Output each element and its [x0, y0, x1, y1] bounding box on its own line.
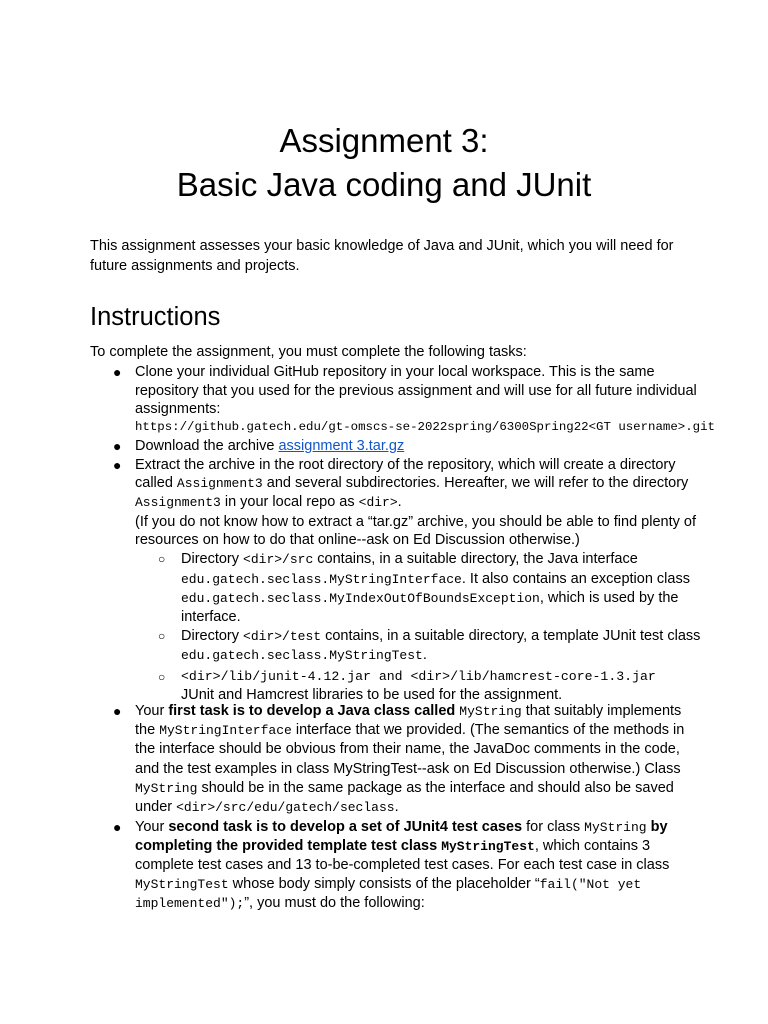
- b2-text: Download the archive: [135, 438, 279, 454]
- s1-text: . It also contains an exception class: [461, 571, 690, 587]
- b3-code: <dir>: [358, 495, 398, 510]
- b3-text: called: [135, 475, 177, 491]
- b4-bold-text: first task is to develop a Java class called: [168, 703, 460, 719]
- s2-line-1: [181, 626, 700, 647]
- section-heading-instructions: Instructions: [90, 303, 221, 331]
- intro-line-2: future assignments and projects.: [90, 258, 300, 274]
- s2-text: .: [422, 647, 427, 663]
- b4-line-6: [135, 797, 399, 818]
- title-line-1: Assignment 3:: [279, 122, 489, 159]
- b1-line-1: Clone your individual GitHub repository in your local workspace. This is the same: [135, 364, 655, 380]
- b4-code: MyString: [459, 704, 522, 719]
- b5-line-5: [135, 893, 425, 914]
- s3-line-1: <dir>/lib/junit-4.12.jar and <dir>/lib/hamcrest-core-1.3.jar: [181, 669, 656, 684]
- b3-line-2: [135, 473, 688, 494]
- b4-text: under: [135, 799, 177, 815]
- repo-url: https://github.gatech.edu/gt-omscs-se-2022spring/6300Spring22<GT username>.git: [135, 420, 715, 434]
- title-line-2: Basic Java coding and JUnit: [176, 166, 592, 203]
- b3-text: in your local repo as: [220, 494, 359, 510]
- b5-text: whose body simply consists of the placeholder “: [228, 876, 540, 892]
- b5-text: for class: [522, 819, 585, 835]
- bullet-marker: ●: [113, 703, 122, 719]
- b5-bold-text: completing the provided template test class: [135, 838, 442, 854]
- b4-code: <dir>/src/edu/gatech/seclass: [176, 800, 395, 815]
- b4-code: MyStringInterface: [159, 723, 292, 738]
- b4-text: interface that we provided. (The semantics of the methods in: [291, 722, 685, 738]
- b4-text: .: [394, 799, 399, 815]
- b3-code: Assignment3: [176, 476, 263, 491]
- b5-code: fail("Not yet: [539, 877, 642, 892]
- b4-text: that suitably implements: [521, 703, 682, 719]
- b3-text: .: [397, 494, 402, 510]
- bullet-marker: ●: [113, 438, 122, 454]
- subbullet-marker: ○: [158, 552, 166, 566]
- s1-line-2: [181, 569, 690, 590]
- b3-line-4: (If you do not know how to extract a “tar.gz” archive, you should be able to find plenty of: [135, 514, 696, 530]
- b5-bold-text: by: [646, 819, 668, 835]
- s1-code: edu.gatech.seclass.MyIndexOutOfBoundsException: [181, 591, 540, 606]
- s2-code: <dir>/test: [243, 629, 322, 644]
- s1-code: <dir>/src: [243, 552, 314, 567]
- s1-text: contains, in a suitable directory, the Java interface: [313, 551, 638, 567]
- subbullet-marker: ○: [158, 670, 166, 684]
- bullet-marker: ●: [113, 364, 122, 380]
- b5-bold-text: second task is to develop a set of JUnit4 test cases: [168, 819, 523, 835]
- b4-line-2: [135, 720, 684, 741]
- b5-line-4: [135, 874, 641, 895]
- lead-text: To complete the assignment, you must complete the following tasks:: [90, 344, 527, 360]
- s2-text: Directory: [181, 628, 244, 644]
- bullet-marker: ●: [113, 457, 122, 473]
- b1-line-2: repository that you used for the previous assignment and will use for all future individual: [135, 383, 697, 399]
- b3-code: Assignment3: [135, 495, 221, 510]
- b5-text: ”, you must do the following:: [244, 895, 425, 911]
- b5-text: , which contains 3: [534, 838, 651, 854]
- b4-line-4: and the test examples in class MyStringTest--ask on Ed Discussion otherwise.) Class: [135, 761, 681, 777]
- b4-line-1: [135, 701, 681, 722]
- b4-line-5: [135, 778, 674, 799]
- s3-line-2: JUnit and Hamcrest libraries to be used for the assignment.: [181, 687, 563, 703]
- s1-text: Directory: [181, 551, 244, 567]
- b3-line-3: [135, 492, 402, 513]
- subbullet-marker: ○: [158, 629, 166, 643]
- b4-line-3: the interface should be obvious from their name, the JavaDoc comments in the code,: [135, 741, 680, 757]
- b4-code: MyString: [135, 781, 198, 796]
- b2-line: [135, 436, 404, 456]
- b5-text: Your: [135, 819, 169, 835]
- s1-line-3: [181, 588, 679, 609]
- b3-text: and several subdirectories. Hereafter, we will refer to the directory: [262, 475, 689, 491]
- b5-code: implemented");: [135, 896, 245, 911]
- b4-text: Your: [135, 703, 169, 719]
- s1-line-1: [181, 549, 638, 570]
- b5-code: MyStringTest: [441, 839, 535, 854]
- b5-code: MyStringTest: [135, 877, 229, 892]
- b5-line-2: [135, 836, 650, 857]
- s1-line-4: interface.: [181, 609, 241, 625]
- b5-line-3: complete test cases and 13 to-be-completed test cases. For each test case in class: [135, 857, 670, 873]
- bullet-marker: ●: [113, 819, 122, 835]
- b5-line-1: [135, 817, 668, 838]
- b4-text: the: [135, 722, 160, 738]
- intro-line-1: This assignment assesses your basic knowledge of Java and JUnit, which you will need for: [90, 238, 674, 254]
- b4-text: should be in the same package as the interface and should also be saved: [197, 780, 674, 796]
- s2-line-2: [181, 645, 427, 666]
- s2-text: contains, in a suitable directory, a template JUnit test class: [321, 628, 701, 644]
- s1-text: , which is used by the: [539, 590, 679, 606]
- s1-code: edu.gatech.seclass.MyStringInterface: [181, 572, 462, 587]
- b3-line-5: resources on how to do that online--ask on Ed Discussion otherwise.): [135, 532, 580, 548]
- s2-code: edu.gatech.seclass.MyStringTest: [181, 648, 423, 663]
- b5-code: MyString: [584, 820, 647, 835]
- b3-line-1: Extract the archive in the root directory of the repository, which will create a directory: [135, 457, 676, 473]
- archive-download-link[interactable]: assignment 3.tar.gz: [278, 438, 405, 454]
- b1-line-3: assignments:: [135, 401, 221, 417]
